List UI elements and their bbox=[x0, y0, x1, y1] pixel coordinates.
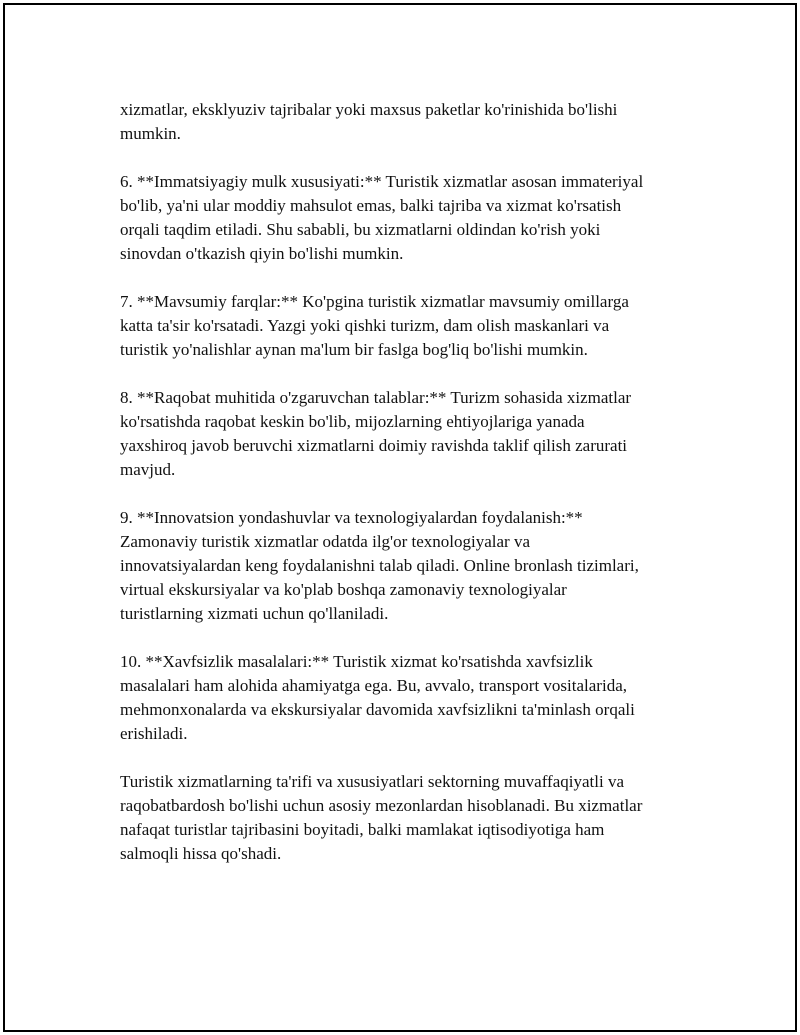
paragraph-item-8: 8. **Raqobat muhitida o'zgaruvchan talablar:** Turizm sohasida xizmatlar ko'rsatishda raqobat keskin bo'lib, mijozlarning ehtiyojlariga yanada yaxshiroq javob beruvchi xizmatlarni doimiy ravishda taklif qilish zarurati mavjud. bbox=[120, 388, 632, 479]
paragraph-conclusion: Turistik xizmatlarning ta'rifi va xususiyatlari sektorning muvaffaqiyatli va raqobatbardosh bo'lishi uchun asosiy mezonlardan hisoblanadi. Bu xizmatlar nafaqat turistlar tajribasini boyitadi, balki mamlakat iqtisodiyotiga ham salmoqli hissa qo'shadi. bbox=[120, 772, 643, 863]
paragraph-item-7: 7. **Mavsumiy farqlar:** Ko'pgina turistik xizmatlar mavsumiy omillarga katta ta'sir ko'rsatadi. Yazgi yoki qishki turizm, dam olish maskanlari va turistik yo'nalishlar aynan ma'lum bir faslga bog'liq bo'lishi mumkin. bbox=[120, 292, 629, 359]
paragraph-continuation: xizmatlar, eksklyuziv tajribalar yoki maxsus paketlar ko'rinishida bo'lishi mumkin. bbox=[120, 100, 618, 143]
paragraph-item-10: 10. **Xavfsizlik masalalari:** Turistik xizmat ko'rsatishda xavfsizlik masalalari ham alohida ahamiyatga ega. Bu, avvalo, transport vositalarida, mehmonxonalarda va ekskursiyalar davomida xavfsizlikni ta'minlash orqali erishiladi. bbox=[120, 652, 635, 743]
document-body bbox=[120, 98, 695, 890]
paragraph-item-6: 6. **Immatsiyagiy mulk xususiyati:** Turistik xizmatlar asosan immateriyal bo'lib, ya'ni ular moddiy mahsulot emas, balki tajriba va xizmat ko'rsatish orqali taqdim etiladi. Shu sababli, bu xizmatlarni oldindan ko'rish yoki sinovdan o'tkazish qiyin bo'lishi mumkin. bbox=[120, 172, 644, 263]
paragraph-item-9: 9. **Innovatsion yondashuvlar va texnologiyalardan foydalanish:** Zamonaviy turistik xizmatlar odatda ilg'or texnologiyalar va innovatsiyalardan keng foydalanishni talab qiladi. Online bronlash tizimlari, virtual ekskursiyalar va ko'plab boshqa zamonaviy texnologiyalar turistlarning xizmati uchun qo'llaniladi. bbox=[120, 508, 639, 623]
page-frame bbox=[3, 3, 797, 1032]
